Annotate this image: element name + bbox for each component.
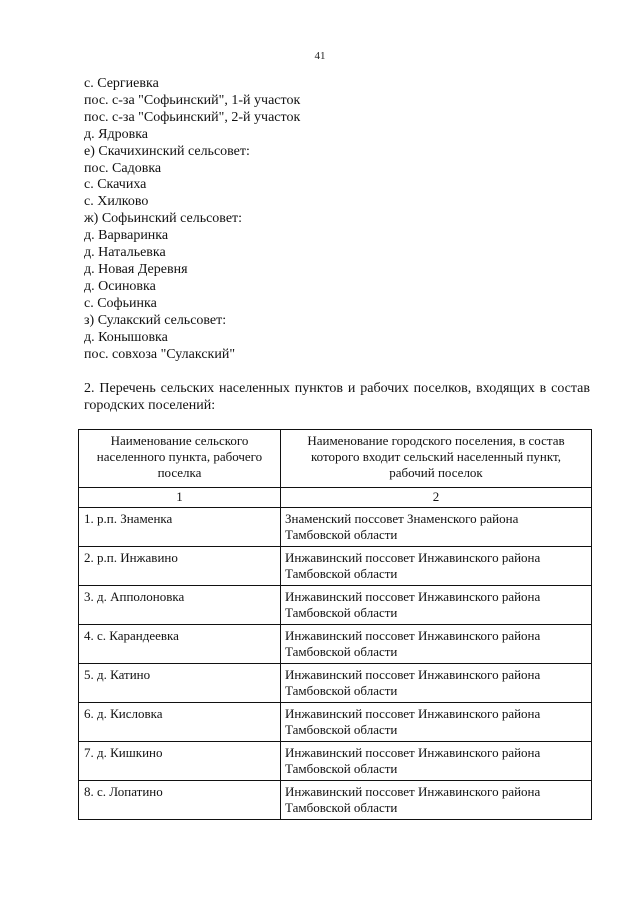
list-item-subheading: з) Сулакский сельсовет: — [84, 312, 227, 328]
column-header-settlement-name: Наименование сельского населенного пункта, рабочего поселка — [79, 430, 281, 488]
column-number: 1 — [79, 488, 281, 508]
urban-settlement-cell: Инжавинский поссовет Инжавинского района Тамбовской области — [281, 664, 592, 703]
table-row — [79, 586, 592, 625]
settlement-name-cell: 8. с. Лопатино — [79, 781, 281, 820]
settlement-name-cell: 3. д. Апполоновка — [79, 586, 281, 625]
table-row — [79, 547, 592, 586]
urban-settlement-cell: Инжавинский поссовет Инжавинского района Тамбовской области — [281, 703, 592, 742]
settlement-name-cell: 4. с. Карандеевка — [79, 625, 281, 664]
settlement-name-cell: 5. д. Катино — [79, 664, 281, 703]
urban-settlement-cell: Знаменский поссовет Знаменского района Тамбовской области — [281, 508, 592, 547]
settlements-table — [78, 429, 592, 820]
settlement-name-cell: 7. д. Кишкино — [79, 742, 281, 781]
list-item: пос. Садовка — [84, 160, 162, 176]
list-item-subheading: е) Скачихинский сельсовет: — [84, 143, 250, 159]
list-item-subheading: ж) Софьинский сельсовет: — [84, 211, 243, 227]
list-item: с. Хилково — [84, 194, 149, 210]
table-row — [79, 508, 592, 547]
settlement-name-cell: 1. р.п. Знаменка — [79, 508, 281, 547]
list-item: пос. с-за "Софьинский", 2-й участок — [84, 109, 301, 125]
urban-settlement-cell: Инжавинский поссовет Инжавинского района Тамбовской области — [281, 625, 592, 664]
list-item: д. Новая Деревня — [84, 261, 188, 277]
urban-settlement-cell: Инжавинский поссовет Инжавинского района Тамбовской области — [281, 547, 592, 586]
list-item: д. Натальевка — [84, 245, 166, 261]
table-row — [79, 664, 592, 703]
list-item: с. Скачиха — [84, 177, 147, 193]
table-row — [79, 781, 592, 820]
table-header-row — [79, 430, 592, 488]
column-number: 2 — [281, 488, 592, 508]
urban-settlement-cell: Инжавинский поссовет Инжавинского района Тамбовской области — [281, 586, 592, 625]
column-number-row — [79, 488, 592, 508]
section-heading: 2. Перечень сельских населенных пунктов и рабочих поселков, входящих в состав городских поселений: — [84, 381, 590, 413]
column-header-urban-settlement: Наименование городского поселения, в состав которого входит сельский населенный пункт, рабочий поселок — [281, 430, 592, 488]
list-item: д. Осиновка — [84, 278, 156, 294]
list-item: пос. совхоза "Сулакский" — [84, 346, 236, 362]
list-item: д. Ядровка — [84, 126, 148, 142]
page-number: 41 — [314, 50, 326, 62]
list-item: с. Сергиевка — [84, 76, 159, 91]
table-row — [79, 625, 592, 664]
list-item: пос. с-за "Софьинский", 1-й участок — [84, 92, 301, 108]
list-item: д. Варваринка — [84, 228, 169, 244]
list-item: д. Конышовка — [84, 329, 168, 345]
list-item: с. Софьинка — [84, 295, 157, 311]
urban-settlement-cell: Инжавинский поссовет Инжавинского района Тамбовской области — [281, 742, 592, 781]
settlement-name-cell: 2. р.п. Инжавино — [79, 547, 281, 586]
table-row — [79, 703, 592, 742]
urban-settlement-cell: Инжавинский поссовет Инжавинского района Тамбовской области — [281, 781, 592, 820]
settlement-name-cell: 6. д. Кисловка — [79, 703, 281, 742]
table-row — [79, 742, 592, 781]
settlement-list — [84, 76, 300, 363]
